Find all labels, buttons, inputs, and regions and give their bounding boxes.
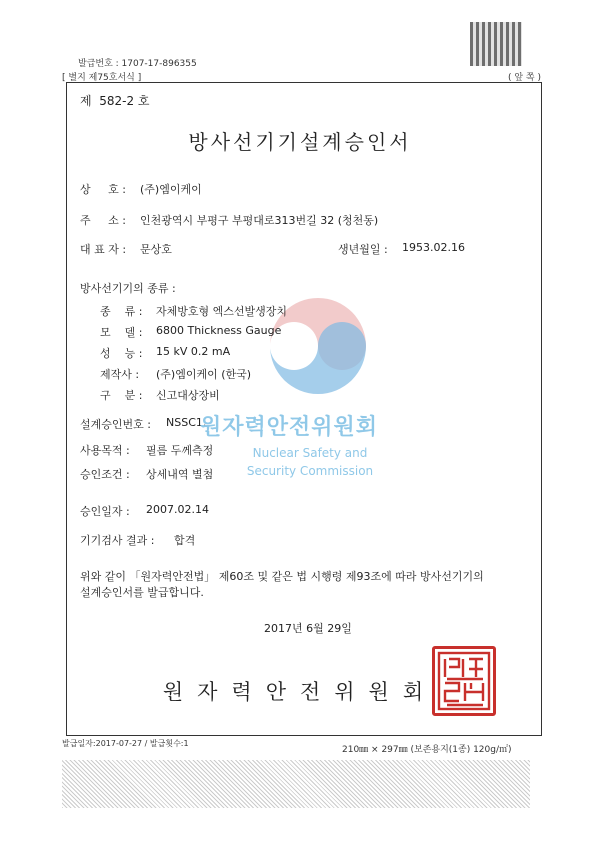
device-model-label: 모 델 : <box>100 326 143 339</box>
purpose-value: 필름 두께측정 <box>146 444 214 457</box>
birth-label: 생년월일 : <box>338 243 388 256</box>
footer-issue-info: 발급일자:2017-07-27 / 발급횟수:1 <box>62 739 189 748</box>
issuer-name: 원자력안전위원회 <box>162 680 438 704</box>
condition-value: 상세내역 별첨 <box>146 468 214 481</box>
copy-label: ( 앞 쪽 ) <box>508 73 541 83</box>
security-pattern <box>62 760 530 808</box>
device-performance-label: 성 능 : <box>100 347 143 360</box>
device-type-value: 자체방호형 엑스선발생장치 <box>156 305 288 318</box>
statement-line-2: 설계승인서를 발급합니다. <box>80 586 204 599</box>
representative-label: 대 표 자 : <box>80 243 127 256</box>
device-performance-value: 15 kV 0.2 mA <box>156 345 231 358</box>
form-label: [ 별지 제75호서식 ] <box>62 73 142 83</box>
device-manufacturer-label: 제작사 : <box>100 368 140 381</box>
watermark-english-line1: Nuclear Safety and <box>252 446 368 460</box>
inspection-value: 합격 <box>174 534 196 547</box>
approval-date-label: 승인일자 : <box>80 505 130 518</box>
statement-line-1: 위와 같이 「원자력안전법」 제60조 및 같은 법 시행령 제93조에 따라 방사선기기의 <box>80 570 484 583</box>
certificate-frame <box>66 82 542 736</box>
official-seal-icon <box>432 646 496 716</box>
approval-number-label: 설계승인번호 : <box>80 418 151 431</box>
address-label: 주 소 : <box>80 214 126 227</box>
issue-number: 발급번호 : 1707-17-896355 <box>78 59 197 69</box>
watermark-korean: 원자력안전위원회 <box>200 415 379 440</box>
document-title: 방사선기기설계승인서 <box>188 130 412 154</box>
watermark-english <box>230 444 390 480</box>
device-manufacturer-value: (주)엠이케이 (한국) <box>156 368 252 381</box>
device-section-label: 방사선기기의 종류 : <box>80 282 176 295</box>
representative-name: 문상호 <box>140 243 172 256</box>
address-value: 인천광역시 부평구 부평대로313번길 32 (청천동) <box>140 214 379 227</box>
company-label: 상 호 : <box>80 183 126 196</box>
issue-date: 2017년 6월 29일 <box>264 622 352 635</box>
inspection-label: 기기검사 결과 : <box>80 534 155 547</box>
condition-label: 승인조건 : <box>80 468 130 481</box>
approval-number-value: NSSC1. <box>166 416 207 429</box>
footer-paper-spec: 210㎜ × 297㎜ (보존용지(1종) 120g/㎡) <box>342 745 512 755</box>
certificate-number: 제 582-2 호 <box>80 94 150 108</box>
device-category-value: 신고대상장비 <box>156 389 220 402</box>
device-type-label: 종 류 : <box>100 305 143 318</box>
approval-date-value: 2007.02.14 <box>146 503 209 516</box>
company-name: (주)엠이케이 <box>140 183 202 196</box>
device-model-value: 6800 Thickness Gauge <box>156 324 282 337</box>
watermark-english-line2: Security Commission <box>246 464 374 478</box>
device-category-label: 구 분 : <box>100 389 143 402</box>
barcode-icon <box>470 22 522 66</box>
purpose-label: 사용목적 : <box>80 444 130 457</box>
birth-date: 1953.02.16 <box>402 241 465 254</box>
